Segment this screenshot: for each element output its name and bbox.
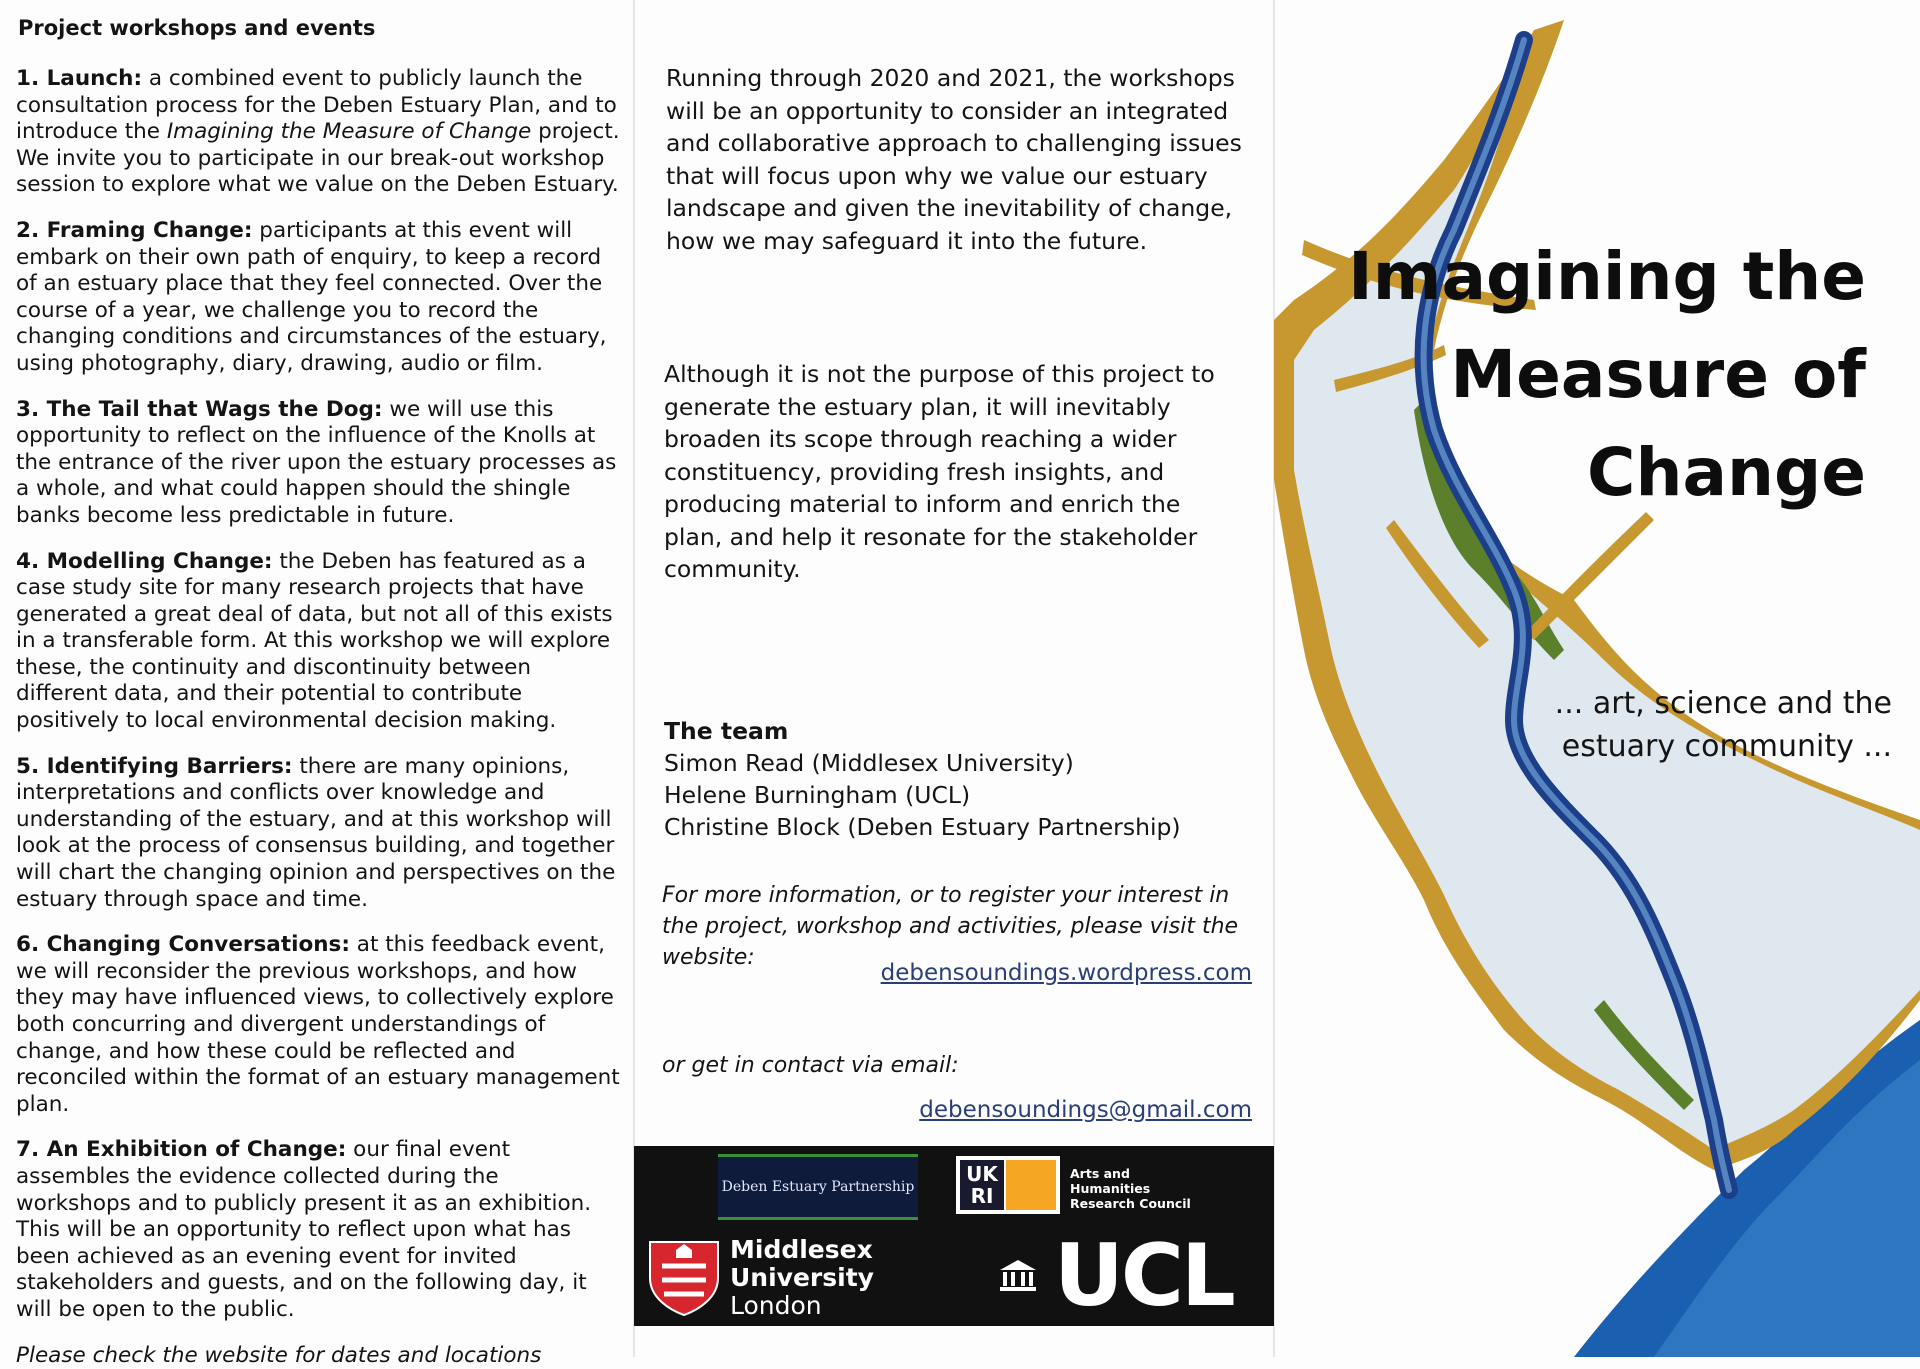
workshop-item: 4. Modelling Change: the Deben has featured as a case study site for many research projects that have generated a great deal of data, but not all of this exists in a transferable form. At this workshop we will explore these, the continuity and discontinuity between different data, and their potential to contribute positively to local environmental decision making. xyxy=(16,548,613,734)
team-section xyxy=(664,715,1254,843)
estuary-map-illustration xyxy=(1274,0,1920,1357)
middlesex-university-logo xyxy=(648,1234,948,1320)
workshops-column xyxy=(16,14,620,1369)
workshops-heading: Project workshops and events xyxy=(18,16,376,40)
brochure-subtitle: ... art, science and the estuary community ... xyxy=(1554,686,1892,764)
team-heading: The team xyxy=(664,717,789,745)
sponsor-logo-strip xyxy=(634,1146,1274,1326)
middlesex-shield-icon xyxy=(648,1238,720,1316)
ukri-letters: UK RI xyxy=(960,1160,1004,1210)
website-link[interactable]: debensoundings.wordpress.com xyxy=(880,960,1252,986)
email-intro-text: or get in contact via email: xyxy=(662,1053,959,1078)
ukri-logo xyxy=(956,1156,1060,1214)
ucl-logo xyxy=(994,1226,1264,1326)
ucl-wordmark: UCL xyxy=(1054,1226,1233,1326)
ucl-portico-icon xyxy=(998,1258,1038,1292)
workshop-item: 7. An Exhibition of Change: our final event assembles the evidence collected during the workshops and to publicly present it as an exhibition. This will be an opportunity to reflect upon what has been achieved as an evening event for invited stakeholders and guests, and on the following day, it will be open to the public. xyxy=(16,1137,592,1322)
team-member: Helene Burningham (UCL) xyxy=(664,781,971,809)
team-member: Simon Read (Middlesex University) xyxy=(664,749,1074,777)
team-member: Christine Block (Deben Estuary Partnership) xyxy=(664,813,1181,841)
middlesex-wordmark: Middlesex University London xyxy=(730,1235,874,1320)
ahrc-logo-text: Arts and Humanities Research Council xyxy=(1070,1166,1191,1211)
deben-estuary-partnership-logo: Deben Estuary Partnership xyxy=(718,1154,918,1220)
workshop-item: 1. Launch: a combined event to publicly launch the consultation process for the Deben Estuary Plan, and to introduce the Imagining the Measure of Change project. We invite you to participate in our break-out workshop session to explore what we value on the Deben Estuary. xyxy=(16,66,620,198)
ukri-orange-block xyxy=(1006,1160,1056,1210)
workshop-item: 2. Framing Change: participants at this event will embark on their own path of enquiry, to keep a record of an estuary place that they feel connected. Over the course of a year, we challenge you to record the changing conditions and circumstances of the estuary, using photography, diary, drawing, audio or film. xyxy=(16,217,607,376)
workshop-item: 5. Identifying Barriers: there are many opinions, interpretations and conflicts over knowledge and understanding of the estuary, and at this workshop will look at the process of consensus building, and together will chart the changing opinion and perspectives on the estuary through space and time. xyxy=(16,753,616,912)
brochure-title: Imagining the Measure of Change xyxy=(1348,238,1866,511)
dates-note: Please check the website for dates and locations xyxy=(16,1342,542,1368)
workshop-item: 6. Changing Conversations: at this feedback event, we will reconsider the previous workshops, and how they may have influenced views, to collectively explore both concurring and divergent understandings of change, and how these could be reflected and reconciled within the format of an estuary management plan. xyxy=(16,932,620,1117)
left-panel xyxy=(0,0,634,1368)
intro-paragraph: Running through 2020 and 2021, the workshops will be an opportunity to consider an integrated and collaborative approach to challenging issues that will focus upon why we value our estuary landscape and given the inevitability of change, how we may safeguard it into the future. xyxy=(666,64,1242,255)
workshop-item: 3. The Tail that Wags the Dog: we will use this opportunity to reflect on the influence of the Knolls at the entrance of the river upon the estuary processes as a whole, and what could happen should the shingle banks become less predictable in future. xyxy=(16,396,617,528)
right-panel xyxy=(1274,0,1920,1357)
purpose-paragraph: Although it is not the purpose of this project to generate the estuary plan, it will inevitably broaden its scope through reaching a wider constituency, providing fresh insights, and producing material to inform and enrich the plan, and help it resonate for the stakeholder community. xyxy=(664,360,1215,583)
more-info-text: For more information, or to register your interest in the project, workshop and activities, please visit the website: xyxy=(662,883,1239,970)
email-link[interactable]: debensoundings@gmail.com xyxy=(919,1097,1252,1123)
